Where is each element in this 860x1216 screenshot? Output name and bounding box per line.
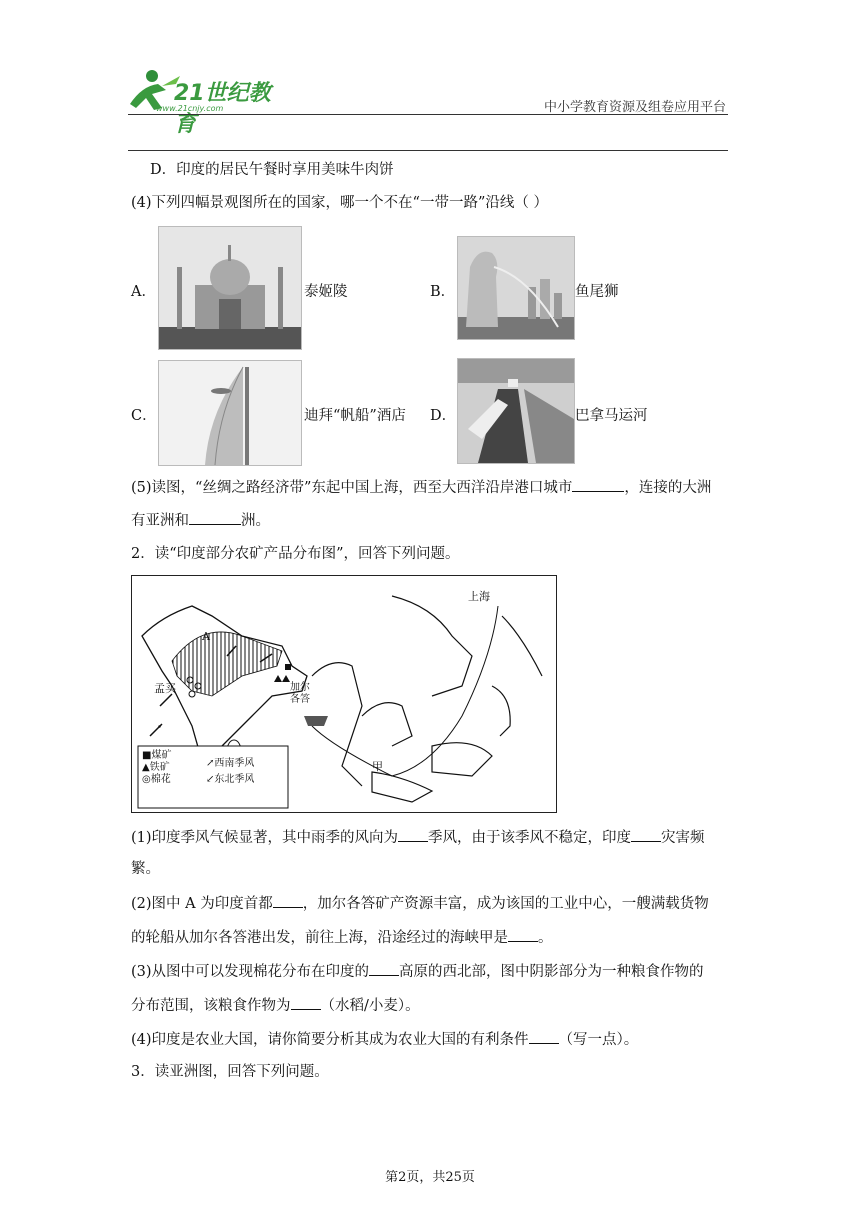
q2-s2-line1 — [131, 893, 709, 914]
legend-sw-monsoon-symbol: ↗ — [206, 758, 215, 769]
option-b-caption: 鱼尾狮 — [575, 284, 619, 300]
answer-blank[interactable] — [508, 927, 538, 942]
answer-blank[interactable] — [369, 961, 399, 976]
legend-sw-monsoon-text: 西南季风 — [214, 758, 255, 769]
q2-s3-text-d: （水稻/小麦）。 — [320, 998, 420, 1014]
option-a-letter: A． — [131, 284, 156, 300]
q1-sub5-text-c: 有亚洲和 — [131, 513, 189, 529]
q1-sub5-line1 — [131, 477, 711, 498]
answer-blank[interactable] — [291, 995, 321, 1010]
map-label-a: A — [202, 630, 210, 643]
q2-s3-text-b: 高原的西北部，图中阴影部分为一种粮食作物的 — [399, 964, 704, 980]
map-label-kolkata-1: 加尔 — [290, 682, 310, 693]
q2-s1-text-c: 灾害频 — [661, 830, 705, 846]
q2-s4-text-b: （写一点）。 — [558, 1032, 639, 1048]
option-b-letter: B． — [430, 284, 456, 300]
answer-blank[interactable] — [631, 827, 661, 842]
q1-sub4-stem: (4)下列四幅景观图所在的国家，哪一个不在“一带一路”沿线（ ） — [131, 195, 548, 211]
legend-coal-symbol: ■ — [142, 750, 152, 761]
taj-mahal-photo — [158, 226, 302, 350]
answer-blank[interactable] — [189, 510, 241, 525]
q2-s3-line1 — [131, 961, 704, 982]
q1-sub5-text-a: (5)读图，“丝绸之路经济带”东起中国上海，西至大西洋沿岸港口城市 — [131, 480, 573, 496]
option-d-caption: 巴拿马运河 — [575, 408, 648, 424]
q2-s2-text-d: 。 — [538, 930, 553, 946]
q2-s2-line2 — [131, 927, 553, 948]
q2-stem: 2．读“印度部分农矿产品分布图”，回答下列问题。 — [131, 546, 460, 562]
q1-option-d: D．印度的居民午餐时享用美味牛肉饼 — [150, 162, 394, 178]
map-label-kolkata-2: 各答 — [290, 694, 310, 705]
legend-ne-monsoon-text: 东北季风 — [214, 774, 255, 785]
legend-ne-monsoon-symbol: ↙ — [206, 774, 215, 785]
q2-s1-line1 — [131, 827, 705, 848]
q2-s1-text-a: (1)印度季风气候显著，其中雨季的风向为 — [131, 830, 399, 846]
q1-sub5-line2 — [131, 510, 270, 531]
legend-iron-symbol: ▲ — [142, 762, 150, 773]
q1-sub5-text-b: ，连接的大洲 — [624, 480, 712, 496]
q2-s2-text-c: 的轮船从加尔各答港出发，前往上海，沿途经过的海峡甲是 — [131, 930, 508, 946]
q3-stem: 3．读亚洲图，回答下列问题。 — [131, 1064, 329, 1080]
map-legend — [142, 750, 171, 786]
answer-blank[interactable] — [529, 1029, 559, 1044]
q2-s3-text-a: (3)从图中可以发现棉花分布在印度的 — [131, 964, 370, 980]
legend-iron-text: 铁矿 — [149, 762, 170, 773]
logo-text: 21世纪教育 — [174, 81, 271, 137]
map-label-shanghai: 上海 — [468, 590, 490, 603]
content-divider — [128, 150, 728, 151]
option-d-letter: D． — [430, 408, 457, 424]
q1-sub5-text-d: 洲。 — [241, 513, 270, 529]
q2-s4-text-a: (4)印度是农业大国，请你简要分析其成为农业大国的有利条件 — [131, 1032, 529, 1048]
panama-canal-photo — [457, 358, 575, 464]
site-logo — [122, 64, 292, 137]
map-legend-winds — [206, 756, 254, 788]
q2-s1-text-b: 季风，由于该季风不稳定，印度 — [428, 830, 632, 846]
option-a-caption: 泰姬陵 — [304, 284, 348, 300]
merlion-photo — [457, 236, 575, 340]
legend-cotton-symbol: ◎ — [142, 774, 151, 785]
q2-s4-line — [131, 1029, 638, 1050]
q2-s3-text-c: 分布范围，该粮食作物为 — [131, 998, 291, 1014]
q2-s3-line2 — [131, 995, 420, 1016]
answer-blank[interactable] — [398, 827, 428, 842]
q2-s2-text-b: ，加尔各答矿产资源丰富，成为该国的工业中心，一艘满载货物 — [302, 896, 709, 912]
header-divider — [128, 114, 728, 115]
logo-url: www.21cnjy.com — [156, 104, 224, 113]
q2-s1-text-d: 繁。 — [131, 861, 160, 877]
map-label-mumbai: 孟买 — [154, 682, 176, 695]
legend-coal-text: 煤矿 — [151, 750, 172, 761]
page-number: 第2页，共25页 — [385, 1170, 475, 1185]
option-c-caption: 迪拜“帆船”酒店 — [304, 408, 406, 424]
q2-s2-text-a: (2)图中 A 为印度首都 — [131, 896, 273, 912]
option-c-letter: C． — [131, 408, 157, 424]
legend-cotton-text: 棉花 — [150, 774, 171, 785]
burj-al-arab-photo — [158, 360, 302, 466]
answer-blank[interactable] — [572, 477, 624, 492]
answer-blank[interactable] — [273, 893, 303, 908]
platform-name: 中小学教育资源及组卷应用平台 — [543, 100, 726, 115]
india-map — [131, 575, 557, 813]
map-label-jia: 甲 — [372, 760, 383, 773]
